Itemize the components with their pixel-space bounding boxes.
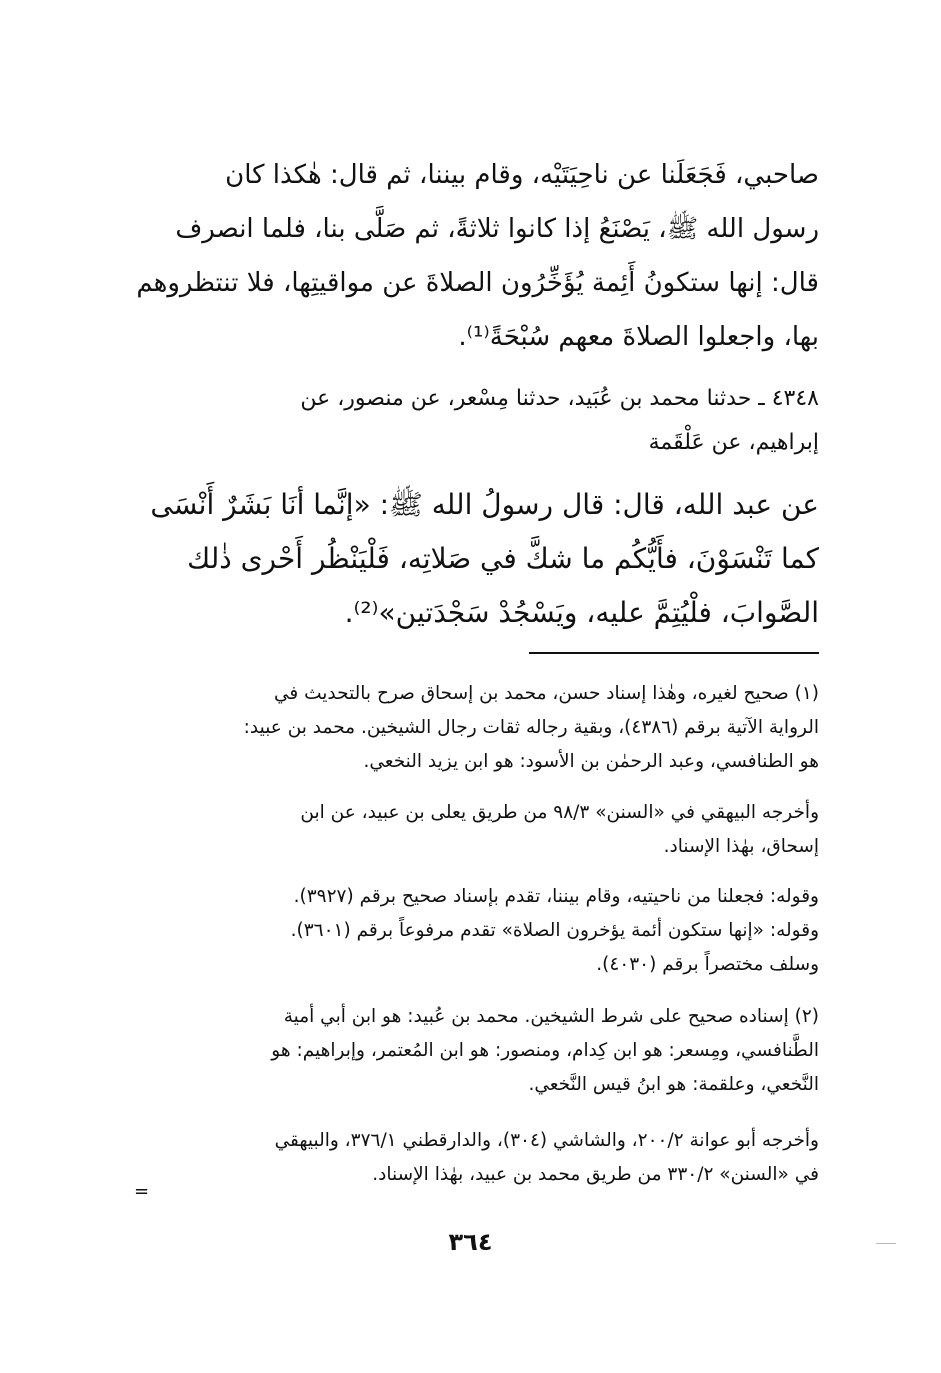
footnote-line: وأخرجه أبو عوانة ٢٠٠/٢، والشاشي (٣٠٤)، والدارقطني ٣٧٦/١، والبيهقي bbox=[274, 1130, 819, 1151]
footnote-line: النَّخعي، وعلقمة: هو ابنُ قيس النَّخعي. bbox=[528, 1074, 819, 1095]
hadith-heading bbox=[119, 377, 819, 465]
footnote-1-sources bbox=[119, 796, 819, 864]
main-paragraph-1 bbox=[119, 148, 819, 364]
continuation-mark: = bbox=[134, 1181, 150, 1202]
text-line: كما تَنْسَوْنَ، فأَيُّكُم ما شكَّ في صَلاتِه، فَلْيَنْظُر أَحْرى ذٰلك bbox=[187, 542, 819, 575]
footnote-1 bbox=[119, 677, 819, 779]
footnote-line: في «السنن» ٣٣٠/٢ من طريق محمد بن عبيد، بهٰذا الإسناد. bbox=[372, 1164, 819, 1185]
text-line: ٤٣٤٨ ـ حدثنا محمد بن عُبَيد، حدثنا مِسْعر، عن منصور، عن bbox=[300, 386, 819, 411]
footnote-line: هو الطنافسي، وعبد الرحمٰن بن الأسود: هو ابن يزيد النخعي. bbox=[363, 751, 819, 772]
text-line: بها، واجعلوا الصلاةَ معهم سُبْحَةً⁽¹⁾. bbox=[458, 322, 819, 352]
text-line: رسول الله ﷺ، يَصْنَعُ إذا كانوا ثلاثةً، ثم صَلَّى بنا، فلما انصرف bbox=[175, 214, 819, 244]
footnote-line: (١) صحيح لغيره، وهٰذا إسناد حسن، محمد بن إسحاق صرح بالتحديث في bbox=[273, 683, 819, 704]
main-paragraph-2 bbox=[119, 478, 819, 640]
footnote-line: الطَّنافسي، ومِسعر: هو ابن كِدام، ومنصور: هو ابن المُعتمر، وإبراهيم: هو bbox=[271, 1040, 819, 1061]
text-line: إبراهيم، عن عَلْقَمة bbox=[648, 430, 819, 455]
footnote-2 bbox=[119, 1000, 819, 1102]
footnote-line: إسحاق، بهٰذا الإسناد. bbox=[663, 836, 819, 857]
footnote-line: وقوله: «إنها ستكون أئمة يؤخرون الصلاة» تقدم مرفوعاً برقم (٣٦٠١). bbox=[290, 920, 819, 941]
text-line: صاحبي، فَجَعَلَنا عن ناحِيَتَيْه، وقام بيننا، ثم قال: هٰكذا كان bbox=[225, 160, 819, 190]
footnote-line: وأخرجه البيهقي في «السنن» ٩٨/٣ من طريق يعلى بن عبيد، عن ابن bbox=[300, 802, 819, 823]
page-number: ٣٦٤ bbox=[448, 1228, 493, 1256]
footnote-1-crossrefs bbox=[119, 880, 819, 982]
footnote-2-sources bbox=[119, 1124, 819, 1192]
text-line: عن عبد الله، قال: قال رسولُ الله ﷺ: «إنَّما أنَا بَشَرٌ أَنْسَى bbox=[150, 488, 819, 521]
text-line: قال: إنها ستكونُ أَئِمة يُؤَخِّرُون الصلاةَ عن مواقيتِها، فلا تنتظروهم bbox=[136, 268, 819, 298]
footnote-line: وقوله: فجعلنا من ناحيتيه، وقام بيننا، تقدم بإسناد صحيح برقم (٣٩٢٧). bbox=[293, 886, 819, 907]
footnote-line: (٢) إسناده صحيح على شرط الشيخين. محمد بن عُبيد: هو ابن أبي أمية bbox=[283, 1006, 819, 1027]
footnote-line: وسلف مختصراً برقم (٤٠٣٠). bbox=[596, 954, 819, 975]
footnote-line: الرواية الآتية برقم (٤٣٨٦)، وبقية رجاله ثقات رجال الشيخين. محمد بن عبيد: bbox=[243, 717, 819, 738]
footnote-separator bbox=[529, 652, 819, 654]
text-line: الصَّوابَ، فلْيُتِمَّ عليه، ويَسْجُدْ سَجْدَتين»⁽²⁾. bbox=[344, 596, 819, 629]
scan-edge-mark bbox=[876, 1243, 896, 1244]
